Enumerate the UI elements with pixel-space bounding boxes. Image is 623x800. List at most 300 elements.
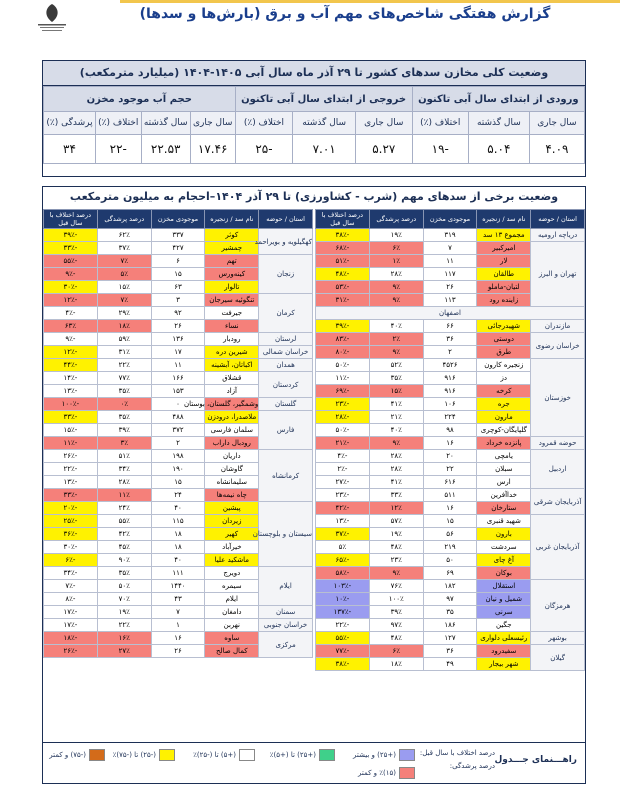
value-cell: ۱۹٪: [97, 606, 151, 619]
value-cell: ۱۶۶: [151, 372, 205, 385]
dam-name-cell: چاه نیمه‌ها: [205, 489, 259, 502]
value-cell: ۲۴: [151, 489, 205, 502]
value-cell: -۳۰٪: [44, 541, 98, 554]
province-cell: خراسان شمالی: [259, 346, 313, 359]
value-cell: ۲۶: [151, 320, 205, 333]
value-cell: -۱۸٪: [44, 632, 98, 645]
value-cell: ۲۰: [423, 450, 477, 463]
column-header: درصد اختلاف با سال قبل: [44, 210, 98, 229]
value-cell: ۲۴٪: [97, 502, 151, 515]
dam-name-cell: جگین: [477, 619, 531, 632]
value-cell: -۵۳٪: [316, 281, 370, 294]
value-cell: -۳۸٪: [316, 229, 370, 242]
value-cell: ۵٪: [97, 268, 151, 281]
value-cell: ۴۰٪: [369, 320, 423, 333]
dam-name-cell: سفیدرود: [477, 645, 531, 658]
value-cell: ۲: [423, 346, 477, 359]
group-outflow: خروجی از ابتدای سال آبی تاکنون: [235, 87, 412, 112]
table-row: [316, 450, 585, 463]
value-cell: -۲۳٪: [316, 489, 370, 502]
value-cell: ۹۱۶: [423, 385, 477, 398]
value-cell: ۴۸٪: [369, 541, 423, 554]
group-volume: حجم آب موجود مخزن: [44, 87, 236, 112]
value-cell: ۱۳۶: [151, 333, 205, 346]
value-cell: -۵۰٪: [316, 424, 370, 437]
value-cell: ۴۰: [151, 502, 205, 515]
value-cell: ۷۷٪: [97, 372, 151, 385]
legend-item: (-۷۵) و کمتر: [49, 749, 105, 761]
sub-header: سال جاری: [529, 112, 584, 135]
value-cell: ۲۲٪: [97, 359, 151, 372]
dam-name-cell: دز: [477, 372, 531, 385]
province-cell: فارس: [259, 411, 313, 450]
column-header: موجودی مخزن: [423, 210, 477, 229]
value-cell: ۵۶: [423, 528, 477, 541]
value-cell: ۶۲٪: [97, 229, 151, 242]
dam-name-cell: داریان: [205, 450, 259, 463]
value-cell: ۵۰٪: [97, 580, 151, 593]
summary-table: [43, 86, 585, 164]
table-header-row: [44, 210, 313, 229]
column-header: درصد اختلاف با سال قبل: [316, 210, 370, 229]
value-cell: ۱: [151, 619, 205, 632]
value-cell: ۹۱۶: [423, 372, 477, 385]
table-row: [316, 632, 585, 645]
column-header: موجودی مخزن: [151, 210, 205, 229]
value-cell: -۱۰۰٪: [44, 398, 98, 411]
value-cell: ۷۰٪: [97, 593, 151, 606]
table-row: [316, 645, 585, 658]
value-cell: ۴۹: [423, 658, 477, 671]
value-cell: -۲۷٪: [316, 476, 370, 489]
value-cell: -۹٪: [44, 268, 98, 281]
dam-name-cell: سلمان فارسی: [205, 424, 259, 437]
province-cell: کردستان: [259, 372, 313, 398]
province-cell: گیلان: [531, 645, 585, 671]
table-row: [44, 294, 313, 307]
dam-name-cell: ستارخان: [477, 502, 531, 515]
summary-title: وضعیت کلی مخازن سدهای کشور تا ۲۹ آذر ماه سال آبی ۱۴۰۵-۱۴۰۴ (میلیارد مترمکعب): [43, 61, 585, 86]
value-cell: ۶۳٪: [44, 320, 98, 333]
value-cell: ۲۶: [423, 281, 477, 294]
value-cell: ۲۱۹: [423, 541, 477, 554]
value-cell: ۳۹٪: [97, 424, 151, 437]
dam-name-cell: نساء: [205, 320, 259, 333]
dam-name-cell: دوستی: [477, 333, 531, 346]
table-row: [44, 411, 313, 424]
value-cell: ۳۷۲: [151, 424, 205, 437]
dam-name-cell: رودبال داراب: [205, 437, 259, 450]
value-cell: ۲۸٪: [369, 450, 423, 463]
value-cell: ۲۱٪: [369, 411, 423, 424]
value-cell: ۱۱۵: [151, 515, 205, 528]
value-cell: -۲۲٪: [44, 463, 98, 476]
value-cell: ۳۴٪: [97, 463, 151, 476]
table-row: [316, 333, 585, 346]
value-cell: ۹٪: [369, 567, 423, 580]
value-cell: -۲۵: [235, 135, 293, 164]
province-cell: دریاچه ارومیه: [531, 229, 585, 242]
sub-header: اختلاف (٪): [96, 112, 142, 135]
value-cell: ۱۶: [423, 437, 477, 450]
table-row: [316, 229, 585, 242]
sub-header: اختلاف (٪): [412, 112, 468, 135]
legend-caption-fill: درصد پرشدگی:: [449, 762, 495, 770]
sub-header: سال جاری: [355, 112, 412, 135]
value-cell: ۱۱: [423, 255, 477, 268]
dam-name-cell: گلپایگان-کوچری: [477, 424, 531, 437]
table-row: [44, 619, 313, 632]
province-cell: گلستان: [259, 398, 313, 411]
dam-name-cell: جیرفت: [205, 307, 259, 320]
value-cell: -۳۳٪: [44, 242, 98, 255]
value-cell: -۵۵٪: [44, 255, 98, 268]
value-cell: ۱۵: [151, 268, 205, 281]
table-row: [316, 580, 585, 593]
legend-item-fill: (۱۵)٪ و کمتر: [358, 767, 415, 779]
value-cell: ۵۷٪: [369, 515, 423, 528]
table-row: [316, 437, 585, 450]
value-cell: ۷: [151, 606, 205, 619]
value-cell: ۹٪: [369, 294, 423, 307]
column-header: درصد پرشدگی: [369, 210, 423, 229]
value-cell: ۶۱۶: [423, 476, 477, 489]
dam-name-cell: طرق: [477, 346, 531, 359]
table-row: [44, 333, 313, 346]
value-cell: ۳۶: [423, 645, 477, 658]
group-inflow: ورودی از ابتدای سال آبی تاکنون: [412, 87, 584, 112]
province-cell: کهگیلویه و بویراحمد: [259, 229, 313, 255]
value-cell: -۱۴٪: [44, 372, 98, 385]
table-row: [316, 242, 585, 255]
sub-header: اختلاف (٪): [235, 112, 293, 135]
value-cell: ۶: [151, 255, 205, 268]
value-cell: ۳۳٪: [369, 489, 423, 502]
dam-name-cell: زیردان: [205, 515, 259, 528]
value-cell: ۹٪: [369, 437, 423, 450]
value-cell: ۱۷.۴۶: [190, 135, 235, 164]
value-cell: -۹٪: [44, 333, 98, 346]
ministry-logo-icon: [30, 2, 74, 34]
province-cell: حوضه قمرود: [531, 437, 585, 450]
value-cell: ۱۸٪: [369, 658, 423, 671]
province-cell: هرمزگان: [531, 580, 585, 632]
dam-name-cell: مجموع ۱۳ سد: [477, 229, 531, 242]
value-cell: ۱۵: [423, 515, 477, 528]
dam-name-cell: تنگوئیه سیرجان: [205, 294, 259, 307]
value-cell: ۲: [151, 437, 205, 450]
dam-name-cell: کوثر: [205, 229, 259, 242]
value-cell: ۶٪: [369, 645, 423, 658]
value-cell: ۱۱۱: [151, 567, 205, 580]
dam-name-cell: کرخه: [477, 385, 531, 398]
value-cell: ۳۵٪: [369, 372, 423, 385]
value-cell: ۱۶٪: [97, 632, 151, 645]
value-cell: -۱۳٪: [44, 385, 98, 398]
table-row: [316, 359, 585, 372]
value-cell: -۲۰٪: [44, 502, 98, 515]
dam-name-cell: قشلاق: [205, 372, 259, 385]
value-cell: ۱۲٪: [369, 502, 423, 515]
dam-name-cell: کهیر: [205, 528, 259, 541]
province-cell: ایلام: [259, 567, 313, 606]
dams-table: [43, 209, 313, 658]
province-cell: خوزستان: [531, 359, 585, 437]
province-cell: زنجان: [259, 255, 313, 294]
value-cell: -۱۰۳٪: [316, 580, 370, 593]
value-cell: -۳۳٪: [44, 489, 98, 502]
sub-header: سال گذشته: [141, 112, 190, 135]
province-cell: خراسان جنوبی: [259, 619, 313, 632]
value-cell: -۲۳٪: [316, 398, 370, 411]
value-cell: ۶٪: [369, 242, 423, 255]
value-cell: -۸۳٪: [316, 333, 370, 346]
province-cell: سیستان و بلوچستان: [259, 502, 313, 567]
value-cell: ۴۸٪: [369, 632, 423, 645]
sub-header: پرشدگی (٪): [44, 112, 96, 135]
value-cell: ۴۳: [151, 593, 205, 606]
value-cell: ۲۲٪: [97, 619, 151, 632]
value-cell: -۴۴٪: [44, 359, 98, 372]
value-cell: ۴۱٪: [369, 476, 423, 489]
value-cell: -۱۳٪: [44, 476, 98, 489]
province-cell: همدان: [259, 359, 313, 372]
value-cell: ۱۸۲: [423, 580, 477, 593]
dam-name-cell: بوکان: [477, 567, 531, 580]
value-cell: ۶۶: [423, 320, 477, 333]
dam-name-cell: کینه‌ورس: [205, 268, 259, 281]
value-cell: -۳۸٪: [316, 658, 370, 671]
value-cell: ۱۱: [151, 359, 205, 372]
column-header: استان / حوضه: [259, 210, 313, 229]
value-cell: ۴۰٪: [369, 424, 423, 437]
dam-name-cell: شمیل و نیان: [477, 593, 531, 606]
province-cell: خراسان رضوی: [531, 333, 585, 359]
report-title: گزارش هفتگی شاخص‌های مهم آب و برق (بارش‌ها و سدها): [139, 6, 551, 22]
value-cell: ۱۰۰٪: [369, 593, 423, 606]
value-cell: -۲۵٪: [44, 515, 98, 528]
value-cell: ۹۸: [423, 424, 477, 437]
table-row: [44, 372, 313, 385]
value-cell: ۹۷: [423, 593, 477, 606]
value-cell: -۶٪: [44, 554, 98, 567]
dam-name-cell: شهر بیجار: [477, 658, 531, 671]
value-cell: ۱۵٪: [97, 281, 151, 294]
value-cell: -۸۰٪: [316, 346, 370, 359]
value-cell: ۴۵۲۶: [423, 359, 477, 372]
value-cell: -۱۱٪: [316, 372, 370, 385]
table-row: [44, 229, 313, 242]
dam-name-cell: استقلال: [477, 580, 531, 593]
value-cell: ۳۱۹: [423, 229, 477, 242]
province-cell: اردبیل: [531, 450, 585, 489]
value-cell: ۰: [151, 398, 205, 411]
value-cell: -۲۱٪: [316, 437, 370, 450]
value-cell: ۳۵: [423, 606, 477, 619]
dam-name-cell: زاینده رود: [477, 294, 531, 307]
table-row: [44, 606, 313, 619]
dam-name-cell: خیرآباد: [205, 541, 259, 554]
value-cell: -۵۵٪: [316, 632, 370, 645]
value-cell: ۱۵: [151, 476, 205, 489]
value-cell: ۳۵٪: [97, 567, 151, 580]
dam-name-cell: گاوشان: [205, 463, 259, 476]
value-cell: -۱۵٪: [44, 424, 98, 437]
value-cell: ۱۵٪: [369, 385, 423, 398]
column-header: درصد پرشدگی: [97, 210, 151, 229]
dam-name-cell: تهم: [205, 255, 259, 268]
legend-title: راهـــنمای جـــدول: [494, 755, 577, 765]
value-cell: -۷۷٪: [316, 645, 370, 658]
dam-name-cell: کمال صالح: [205, 645, 259, 658]
value-cell: ۴۵٪: [97, 541, 151, 554]
value-cell: ۵۹٪: [97, 333, 151, 346]
dams-table: [315, 209, 585, 671]
province-cell: سمنان: [259, 606, 313, 619]
header-accent-line: [120, 0, 620, 3]
province-cell: مرکزی: [259, 632, 313, 658]
value-cell: ۱۹٪: [369, 528, 423, 541]
value-cell: ۱٪: [369, 255, 423, 268]
table-header-row: [316, 210, 585, 229]
value-cell: ۲۸٪: [369, 268, 423, 281]
value-cell: -۲۶٪: [44, 450, 98, 463]
value-cell: -۱۳۷٪: [316, 606, 370, 619]
dam-name-cell: ایلام: [205, 593, 259, 606]
value-cell: -۵۰٪: [316, 359, 370, 372]
value-cell: ۹۷٪: [369, 619, 423, 632]
column-header: استان / حوضه: [531, 210, 585, 229]
value-cell: ۱۷: [151, 346, 205, 359]
value-cell: -۲٪: [316, 463, 370, 476]
dam-name-cell: پانزده خرداد: [477, 437, 531, 450]
dam-name-cell: رئیسعلی دلواری: [477, 632, 531, 645]
dam-name-cell: زنجیره کارون: [477, 359, 531, 372]
province-cell: آذربایجان غربی: [531, 515, 585, 580]
province-cell: اصفهان: [316, 307, 585, 320]
value-cell: ۰٪: [97, 398, 151, 411]
value-cell: ۷.۰۱: [293, 135, 356, 164]
value-cell: -۶۵٪: [316, 554, 370, 567]
dam-name-cell: دامغان: [205, 606, 259, 619]
value-cell: ۱۸۶: [423, 619, 477, 632]
column-header: نام سد / زنجیره: [477, 210, 531, 229]
province-cell: کرمان: [259, 294, 313, 333]
value-cell: ۳۵٪: [97, 385, 151, 398]
column-header: نام سد / زنجیره: [205, 210, 259, 229]
table-row: [44, 255, 313, 268]
dam-name-cell: ساوه: [205, 632, 259, 645]
dam-name-cell: طالقان: [477, 268, 531, 281]
value-cell: ۳٪: [97, 437, 151, 450]
value-cell: -۱۱٪: [44, 437, 98, 450]
table-row: [316, 320, 585, 333]
value-cell: ۲۲.۵۳: [141, 135, 190, 164]
value-cell: -۲۶٪: [44, 645, 98, 658]
value-cell: -۳۱٪: [316, 294, 370, 307]
value-cell: ۱۰۶: [423, 398, 477, 411]
value-cell: ۲۸٪: [97, 476, 151, 489]
dam-name-cell: جره: [477, 398, 531, 411]
dam-name-cell: امیرکبیر: [477, 242, 531, 255]
value-cell: -۱۳٪: [316, 515, 370, 528]
dam-name-cell: بارون: [477, 528, 531, 541]
legend-item: (+۲۵) تا (+۵)٪: [270, 749, 335, 761]
value-cell: ۴۱٪: [369, 398, 423, 411]
value-cell: ۴۸۸: [151, 411, 205, 424]
value-cell: ۵۱۱: [423, 489, 477, 502]
province-cell: مازندران: [531, 320, 585, 333]
value-cell: ۳۶: [423, 333, 477, 346]
dam-name-cell: لتیان-ماملو: [477, 281, 531, 294]
table-row: [44, 359, 313, 372]
value-cell: -۶۸٪: [316, 242, 370, 255]
value-cell: -۳۷٪: [316, 528, 370, 541]
table-legend: [42, 742, 586, 784]
dam-name-cell: خداآفرین: [477, 489, 531, 502]
dam-name-cell: آزاد: [205, 385, 259, 398]
dam-name-cell: تالوار: [205, 281, 259, 294]
dams-table-right: [315, 209, 585, 671]
value-cell: ۲۷٪: [97, 645, 151, 658]
value-cell: ۵٪: [316, 541, 370, 554]
value-cell: ۳۴: [44, 135, 96, 164]
dam-name-cell: شیرین دره: [205, 346, 259, 359]
value-cell: ۶۹: [423, 567, 477, 580]
legend-item: (+۵) تا (-۲۵)٪: [193, 749, 255, 761]
value-cell: ۱۱٪: [97, 489, 151, 502]
value-cell: -۶۹٪: [316, 385, 370, 398]
value-cell: ۲۹٪: [97, 307, 151, 320]
legend-item: (+۲۵) و بیشتر: [353, 749, 415, 761]
report-header: [0, 0, 623, 34]
value-cell: -۳۰٪: [44, 281, 98, 294]
value-cell: ۳۷٪: [97, 242, 151, 255]
value-cell: -۴۲٪: [316, 502, 370, 515]
value-cell: ۳۱٪: [97, 346, 151, 359]
table-row: [44, 450, 313, 463]
value-cell: ۲۶: [151, 645, 205, 658]
value-cell: ۳۵٪: [97, 411, 151, 424]
value-cell: ۷٪: [97, 255, 151, 268]
value-cell: -۲۲٪: [316, 619, 370, 632]
value-cell: -۵۸٪: [316, 567, 370, 580]
value-cell: -۳۶٪: [44, 528, 98, 541]
value-cell: ۱۴۴۰: [151, 580, 205, 593]
value-cell: -۳۹٪: [44, 229, 98, 242]
dam-name-cell: وشمگیر، گلستان، بوستان: [205, 398, 259, 411]
value-cell: -۱۲٪: [44, 346, 98, 359]
value-cell: ۳۹٪: [369, 606, 423, 619]
province-cell: آذربایجان شرقی: [531, 489, 585, 515]
dam-name-cell: اکباتان، آبشینه: [205, 359, 259, 372]
value-cell: ۲۲: [423, 463, 477, 476]
value-cell: -۲۲: [96, 135, 142, 164]
value-cell: ۱۸٪: [97, 320, 151, 333]
province-cell: لرستان: [259, 333, 313, 346]
value-cell: ۱۵۳: [151, 385, 205, 398]
value-cell: ۵۲٪: [369, 359, 423, 372]
table-row: [316, 515, 585, 528]
dam-name-cell: شهیدرجائی: [477, 320, 531, 333]
value-cell: -۳۹٪: [316, 320, 370, 333]
value-cell: -۳۳٪: [44, 411, 98, 424]
table-row: [44, 567, 313, 580]
value-cell: ۲۸٪: [369, 463, 423, 476]
value-cell: -۳۴٪: [44, 567, 98, 580]
dam-name-cell: آغ چای: [477, 554, 531, 567]
value-cell: ۳۳۷: [151, 229, 205, 242]
